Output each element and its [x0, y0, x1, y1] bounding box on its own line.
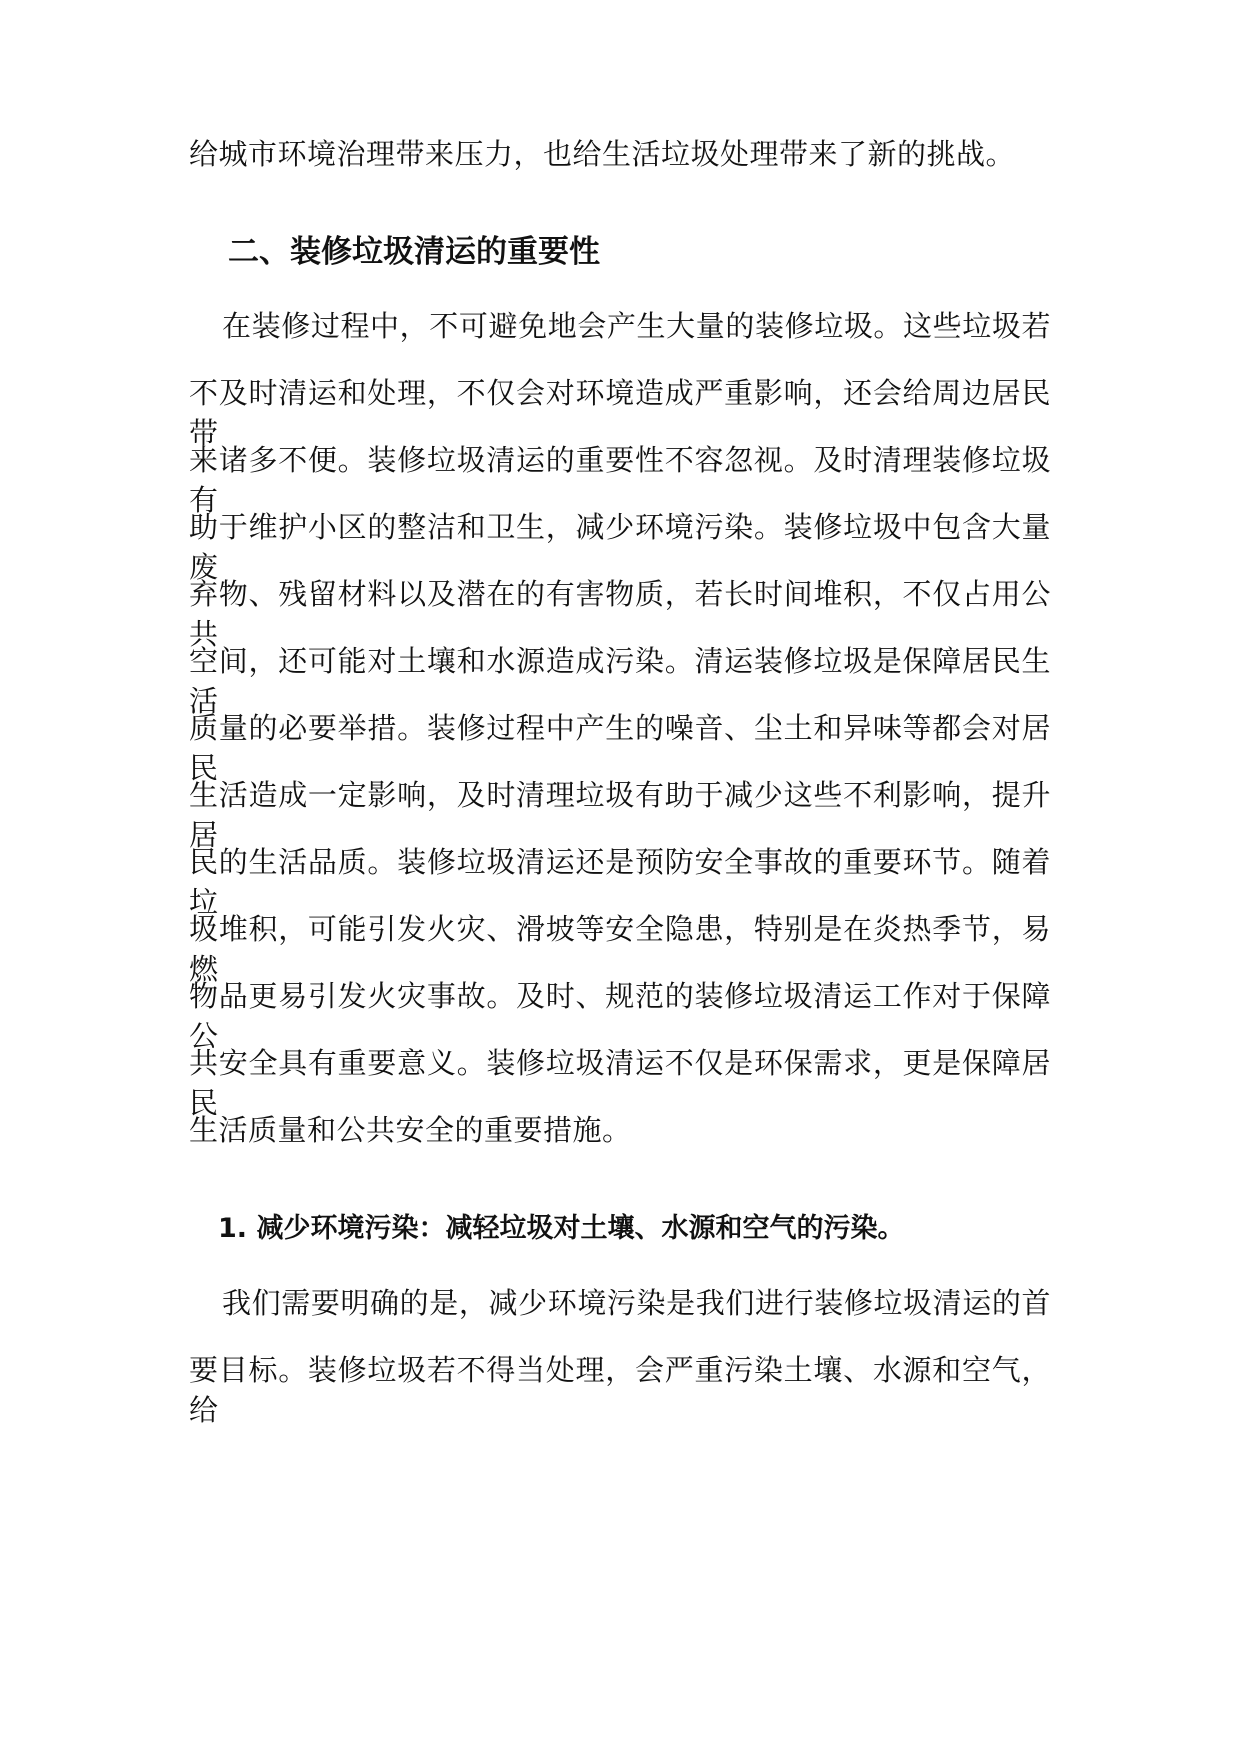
paragraph-line: 圾堆积，可能引发火灾、滑坡等安全隐患，特别是在炎热季节，易燃: [189, 912, 1051, 986]
paragraph-line: 要目标。装修垃圾若不得当处理，会严重污染土壤、水源和空气，给: [189, 1353, 1051, 1427]
paragraph-line: 生活质量和公共安全的重要措施。: [189, 1113, 632, 1147]
paragraph-line: 民的生活品质。装修垃圾清运还是预防安全事故的重要环节。随着垃: [189, 845, 1051, 919]
paragraph-line: 物品更易引发火灾事故。及时、规范的装修垃圾清运工作对于保障公: [189, 979, 1051, 1053]
paragraph-line: 共安全具有重要意义。装修垃圾清运不仅是环保需求，更是保障居民: [189, 1046, 1051, 1120]
paragraph-line: 生活造成一定影响，及时清理垃圾有助于减少这些不利影响，提升居: [189, 778, 1051, 852]
paragraph-line: 不及时清运和处理，不仅会对环境造成严重影响，还会给周边居民带: [189, 376, 1051, 450]
paragraph-line: 助于维护小区的整洁和卫生，减少环境污染。装修垃圾中包含大量废: [189, 510, 1051, 584]
paragraph-line: 来诸多不便。装修垃圾清运的重要性不容忽视。及时清理装修垃圾有: [189, 443, 1051, 517]
paragraph-line: 空间，还可能对土壤和水源造成污染。清运装修垃圾是保障居民生活: [189, 644, 1051, 718]
paragraph-line: 在装修过程中，不可避免地会产生大量的装修垃圾。这些垃圾若: [222, 309, 1051, 343]
paragraph-line: 我们需要明确的是，减少环境污染是我们进行装修垃圾清运的首: [222, 1286, 1051, 1320]
paragraph-line: 质量的必要举措。装修过程中产生的噪音、尘土和异味等都会对居民: [189, 711, 1051, 785]
paragraph-line: 弃物、残留材料以及潜在的有害物质，若长时间堆积，不仅占用公共: [189, 577, 1051, 651]
subheading: 1. 减少环境污染：减轻垃圾对土壤、水源和空气的污染。: [218, 1213, 905, 1244]
section-heading: 二、装修垃圾清运的重要性: [228, 234, 600, 270]
intro-tail-line: 给城市环境治理带来压力，也给生活垃圾处理带来了新的挑战。: [189, 137, 1016, 171]
